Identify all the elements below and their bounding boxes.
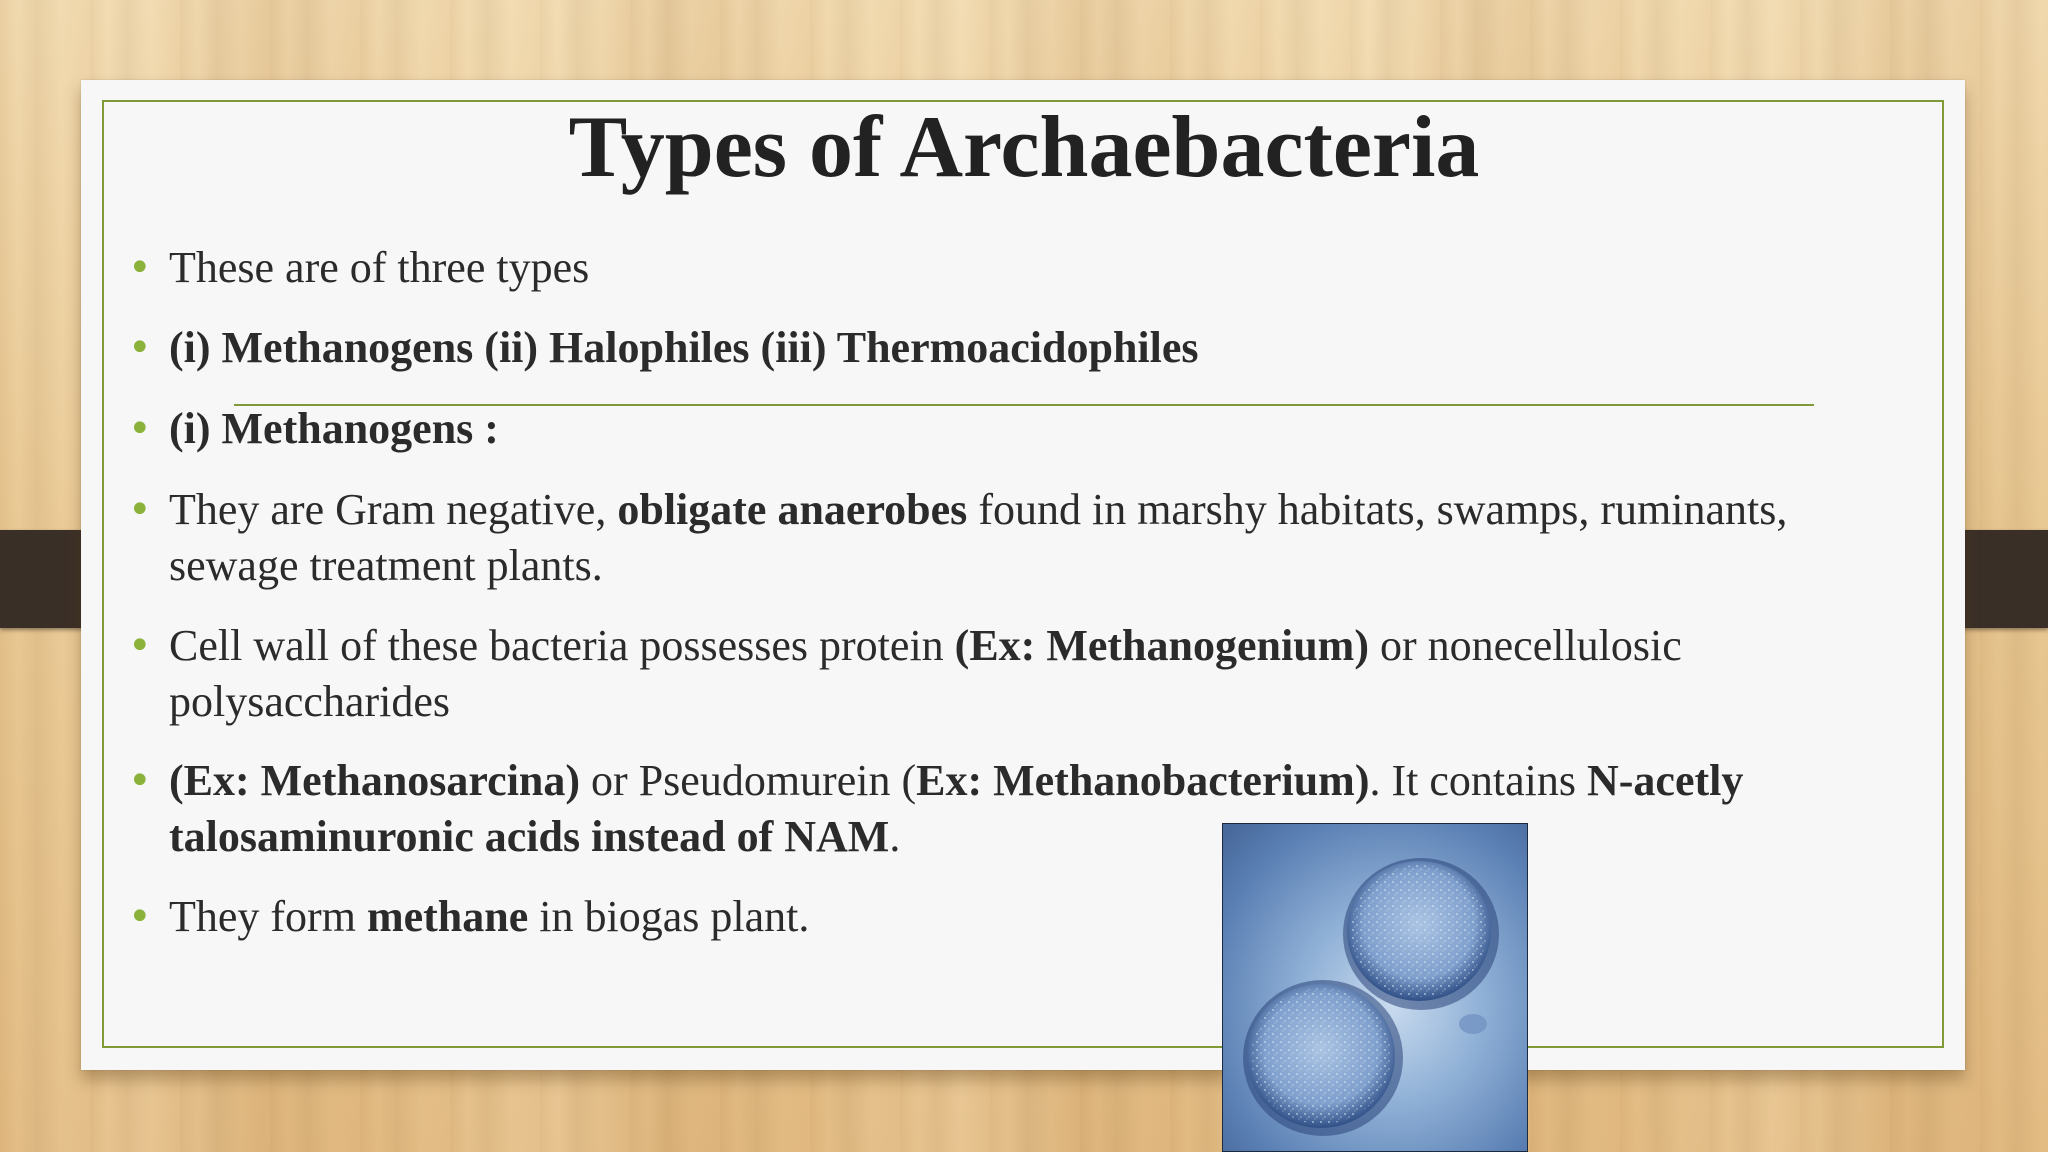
bullet-dot-icon: • [128, 325, 152, 371]
bullet-text [169, 401, 1918, 457]
bullet-dot-icon: • [128, 406, 152, 452]
bullet-dot-icon: • [128, 758, 152, 804]
bullet-item [128, 320, 1918, 376]
bullet-segment: (Ex: Methanosarcina) [169, 756, 581, 805]
bullet-segment: (Ex: Methanogenium) [954, 621, 1369, 670]
bullet-dot-icon: • [128, 623, 152, 669]
slide-title: Types of Archaebacteria [568, 99, 1480, 196]
bullet-segment: or Pseudomurein ( [580, 756, 917, 805]
bullet-segment: (i) Methanogens : [169, 404, 499, 453]
bullet-segment: They form [169, 892, 367, 941]
bullet-text [169, 240, 1918, 296]
bullet-item [128, 753, 1888, 865]
bullet-text [169, 482, 1888, 594]
bullet-item [128, 482, 1888, 594]
bullet-dot-icon: • [128, 894, 152, 940]
bullet-segment: found in marshy habitats, swamps, ruminants, sewage treatment plants. [169, 485, 1788, 590]
bullet-text [169, 753, 1888, 865]
bullet-dot-icon: • [128, 245, 152, 291]
bullet-segment: These are of three types [169, 243, 590, 292]
bullet-segment: methane [366, 892, 529, 941]
bullet-text [169, 618, 1918, 730]
bullet-segment: They are Gram negative, [169, 485, 618, 534]
bullet-segment: in biogas plant. [528, 892, 810, 941]
bullet-item [128, 401, 1918, 457]
bullet-segment: . It contains [1369, 756, 1587, 805]
bullet-segment: or nonecellulosic polysaccharides [169, 621, 1682, 726]
bullet-item [128, 889, 1918, 945]
bullet-segment: N-acetly talosaminuronic acids instead of NAM [169, 756, 1744, 861]
micrograph-image [1222, 823, 1528, 1152]
micrograph-methanogen-cells-icon [1223, 824, 1528, 1152]
bullet-item [128, 618, 1918, 730]
bullet-segment: (i) Methanogens (ii) Halophiles (iii) Thermoacidophiles [169, 323, 1199, 372]
bullet-segment: Ex: Methanobacterium) [916, 756, 1370, 805]
bullet-text [169, 320, 1918, 376]
bullet-item [128, 240, 1918, 296]
bullet-text [169, 889, 1918, 945]
bullet-segment: obligate anaerobes [617, 485, 968, 534]
bullet-dot-icon: • [128, 487, 152, 533]
bullet-segment: . [889, 812, 901, 861]
bullet-segment: Cell wall of these bacteria possesses protein [169, 621, 955, 670]
